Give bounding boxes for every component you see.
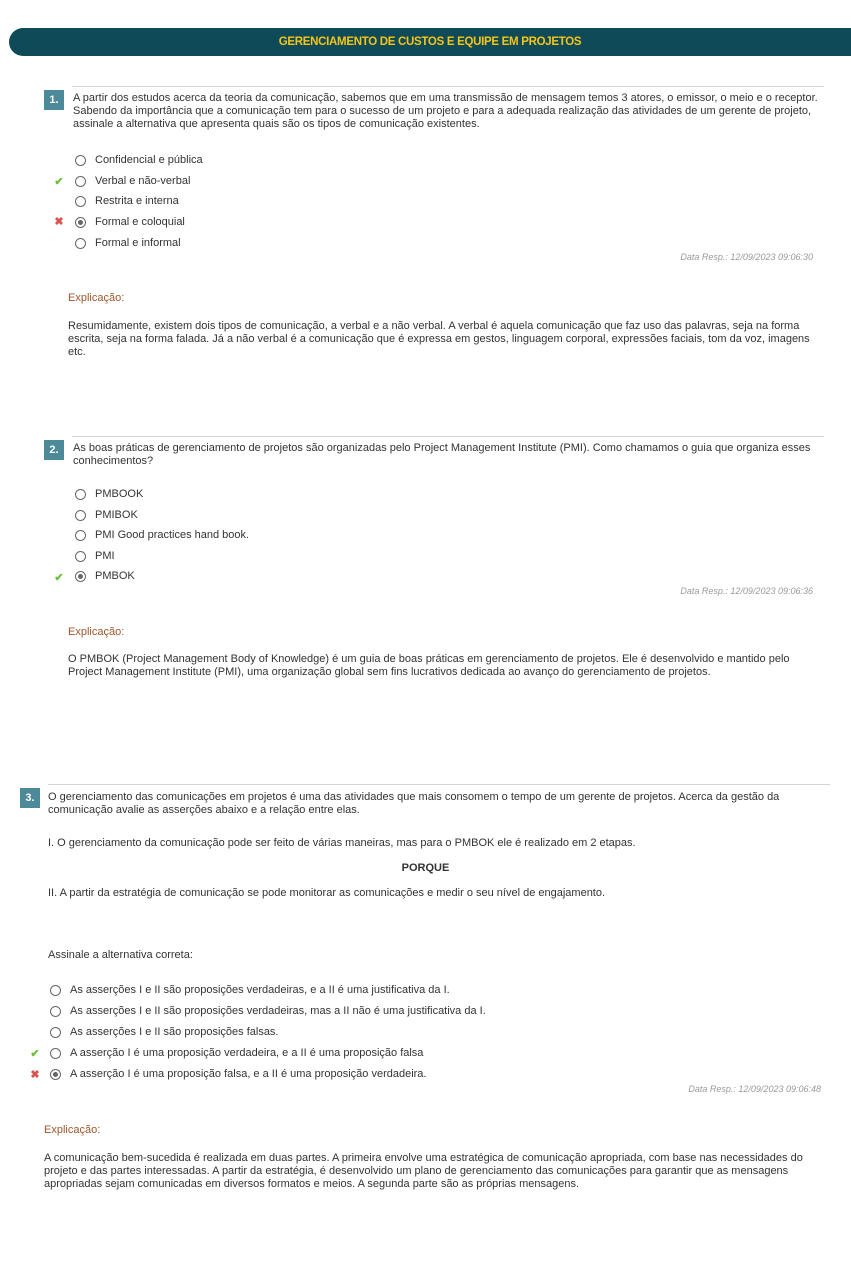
explanation-text: Resumidamente, existem dois tipos de comunicação, a verbal e a não verbal. A verbal é aquela comunicação que faz uso das palavras, seja na forma escrita, seja na forma falada. Já a não verbal é a comunicação que é expressa em gestos, linguagem corporal, expressões faciais, tom da voz, imagens etc.: [68, 320, 810, 358]
option-label: Confidencial e pública: [95, 154, 203, 166]
radio-button[interactable]: [75, 551, 86, 562]
explanation-text: A comunicação bem-sucedida é realizada em duas partes. A primeira envolve uma estratégica de comunicação apropriada, com base nas necessidades do projeto e das partes interessadas. A partir da estratégia, é desenvolvido um plano de gerenciamento das comunicações para garantir que as mensagens apropriadas sejam comunicadas em diversos formatos e meios. A segunda parte são as próprias mensagens.: [44, 1152, 803, 1190]
explanation-label: Explicação:: [44, 1124, 101, 1136]
radio-button[interactable]: [75, 489, 86, 500]
option-radio[interactable]: [75, 486, 143, 502]
radio-button-selected[interactable]: [75, 571, 86, 582]
radio-button[interactable]: [50, 1048, 61, 1059]
question-text: As boas práticas de gerenciamento de projetos são organizadas pelo Project Management Institute (PMI). Como chamamos o guia que organiza esses conhecimentos?: [73, 442, 811, 467]
radio-button[interactable]: [75, 510, 86, 521]
option-radio[interactable]: [50, 1003, 486, 1019]
option-label: PMI: [95, 550, 115, 562]
question-number: 3.: [20, 788, 40, 808]
option-label: A asserção I é uma proposição verdadeira, e a II é uma proposição falsa: [70, 1047, 424, 1059]
question-divider: [48, 784, 830, 785]
radio-button-selected[interactable]: [50, 1069, 61, 1080]
assertion-2: II. A partir da estratégia de comunicação se pode monitorar as comunicações e medir o seu nível de engajamento.: [48, 887, 606, 899]
option-label: As asserções I e II são proposições falsas.: [70, 1026, 279, 1038]
option-label: Formal e coloquial: [95, 216, 185, 228]
radio-button[interactable]: [50, 1027, 61, 1038]
radio-button[interactable]: [50, 985, 61, 996]
option-label: PMBOK: [95, 570, 135, 582]
explanation-label: Explicação:: [68, 292, 125, 304]
page-header: [9, 28, 851, 56]
option-radio[interactable]: [75, 193, 179, 209]
radio-button[interactable]: [75, 176, 86, 187]
answer-date: Data Resp.: 12/09/2023 09:06:36: [680, 586, 813, 596]
radio-button[interactable]: [75, 530, 86, 541]
cross-icon: ✖: [30, 1069, 40, 1081]
radio-button[interactable]: [75, 196, 86, 207]
question-number: 2.: [44, 440, 64, 460]
page-title: GERENCIAMENTO DE CUSTOS E EQUIPE EM PROJETOS: [278, 36, 582, 48]
answer-date: Data Resp.: 12/09/2023 09:06:48: [688, 1084, 821, 1094]
instruction-text: Assinale a alternativa correta:: [48, 949, 193, 961]
option-label: Restrita e interna: [95, 195, 179, 207]
option-radio[interactable]: [75, 507, 138, 523]
explanation-label: Explicação:: [68, 626, 125, 638]
check-icon: ✔: [54, 572, 64, 584]
option-radio[interactable]: [50, 1066, 426, 1082]
option-radio[interactable]: [75, 568, 135, 584]
question-text: O gerenciamento das comunicações em projetos é uma das atividades que mais consomem o tempo de um gerente de projetos. Acerca da gestão da comunicação avalie as asserções abaixo e a relação entre elas.: [48, 791, 780, 816]
option-radio[interactable]: [75, 214, 185, 230]
radio-button[interactable]: [75, 155, 86, 166]
radio-button-selected[interactable]: [75, 217, 86, 228]
option-label: As asserções I e II são proposições verdadeiras, mas a II não é uma justificativa da I.: [70, 1005, 486, 1017]
option-radio[interactable]: [50, 982, 450, 998]
option-radio[interactable]: [75, 527, 249, 543]
option-radio[interactable]: [75, 235, 181, 251]
option-label: PMBOOK: [95, 488, 144, 500]
explanation-text: O PMBOK (Project Management Body of Knowledge) é um guia de boas práticas em gerenciamento de projetos. Ele é desenvolvido e mantido pelo Project Management Institute (PMI), uma organização global sem fins lucrativos dedicada ao avanço do gerenciamento de projetos.: [68, 653, 790, 678]
radio-button[interactable]: [75, 238, 86, 249]
radio-button[interactable]: [50, 1006, 61, 1017]
question-divider: [72, 86, 824, 87]
question-text: A partir dos estudos acerca da teoria da comunicação, sabemos que em uma transmissão de mensagem temos 3 atores, o emissor, o meio e o receptor. Sabendo da importância que a comunicação tem para o sucesso de um projeto e para a adequada realização das atividades de um gerente de projeto, assinale a alternativa que apresenta quais são os tipos de comunicação existentes.: [73, 92, 818, 130]
option-radio[interactable]: [75, 173, 190, 189]
option-label: Formal e informal: [95, 237, 181, 249]
option-label: A asserção I é uma proposição falsa, e a II é uma proposição verdadeira.: [70, 1068, 427, 1080]
check-icon: ✔: [54, 176, 64, 188]
option-label: PMI Good practices hand book.: [95, 529, 250, 541]
option-radio[interactable]: [75, 152, 203, 168]
question-divider: [72, 436, 824, 437]
cross-icon: ✖: [54, 216, 64, 228]
option-radio[interactable]: [50, 1045, 423, 1061]
question-number: 1.: [44, 90, 64, 110]
option-radio[interactable]: [50, 1024, 279, 1040]
answer-date: Data Resp.: 12/09/2023 09:06:30: [680, 252, 813, 262]
assertion-1: I. O gerenciamento da comunicação pode ser feito de várias maneiras, mas para o PMBOK ele é realizado em 2 etapas.: [48, 837, 636, 849]
option-radio[interactable]: [75, 548, 115, 564]
option-label: PMIBOK: [95, 509, 138, 521]
option-label: As asserções I e II são proposições verdadeiras, e a II é uma justificativa da I.: [70, 984, 450, 996]
option-label: Verbal e não-verbal: [95, 175, 191, 187]
check-icon: ✔: [30, 1048, 40, 1060]
porque-label: PORQUE: [401, 862, 450, 874]
